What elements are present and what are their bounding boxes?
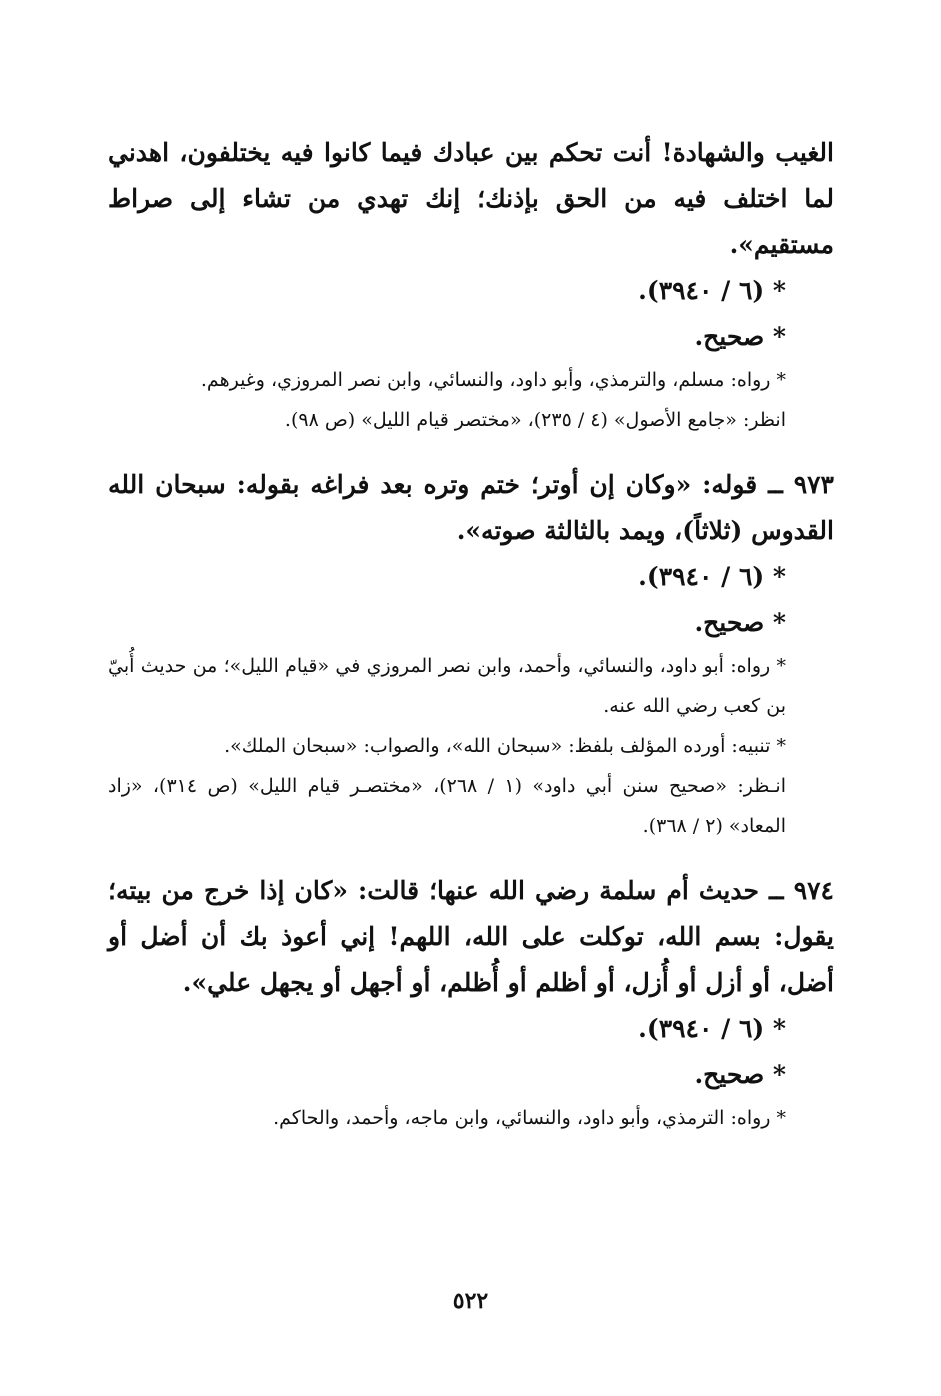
hadith-971-text-end: الغيب والشهادة! أنت تحكم بين عبادك فيما كانوا فيه يختلفون، اهدني لما اختلف فيه من الحق بإذنك؛ إنك تهدي من تشاء إلى صراط مستقيم». — [108, 138, 834, 259]
hadith-973-note: * تنبيه: أورده المؤلف بلفظ: «سبحان الله»، والصواب: «سبحان الملك». — [224, 735, 786, 757]
hadith-974-text: ٩٧٤ ــ حديث أم سلمة رضي الله عنها؛ قالت: «كان إذا خرج من بيته؛ يقول: بسم الله، توكلت على الله، اللهم! إني أعوذ بك أن أضل أو أضل، أو أزل أو أُزل، أو أظلم أو أُظلم، أو أجهل أو يجهل علي». — [108, 876, 834, 997]
page-number: ٥٢٢ — [452, 1288, 489, 1314]
hadith-973-text: ٩٧٣ ــ قوله: «وكان إن أوتر؛ ختم وتره بعد فراغه بقوله: سبحان الله القدوس (ثلاثاً)، ويمد بالثالثة صوته». — [108, 470, 834, 545]
hadith-973-reference: * (٦ / ٣٩٤٠). — [638, 562, 786, 591]
hadith-974-reference: * (٦ / ٣٩٤٠). — [638, 1014, 786, 1043]
hadith-973-see-also: انـظر: «صحيح سنن أبي داود» (١ / ٢٦٨)، «مختصـر قيام الليل» (ص ٣١٤)، «زاد المعاد» (٢ / ٣٦٨). — [108, 775, 787, 837]
hadith-971-narrators: * رواه: مسلم، والترمذي، وأبو داود، والنسائي، وابن نصر المروزي، وغيرهم. — [200, 369, 786, 391]
hadith-973-narrators: * رواه: أبو داود، والنسائي، وأحمد، وابن نصر المروزي في «قيام الليل»؛ من حديث أُبيّ بن كعب رضي الله عنه. — [108, 655, 786, 717]
hadith-973-grade: * صحيح. — [694, 608, 786, 637]
page-body — [108, 130, 834, 1138]
hadith-973-section — [108, 462, 834, 846]
hadith-974-narrators: * رواه: الترمذي، وأبو داود، والنسائي، وابن ماجه، وأحمد، والحاكم. — [273, 1107, 786, 1129]
hadith-971-grade: * صحيح. — [694, 322, 786, 351]
hadith-971-reference: * (٦ / ٣٩٤٠). — [638, 276, 786, 305]
hadith-974-section — [108, 868, 834, 1138]
hadith-974-grade: * صحيح. — [694, 1060, 786, 1089]
hadith-971-see-also: انظر: «جامع الأصول» (٤ / ٢٣٥)، «مختصر قيام الليل» (ص ٩٨). — [284, 409, 786, 431]
